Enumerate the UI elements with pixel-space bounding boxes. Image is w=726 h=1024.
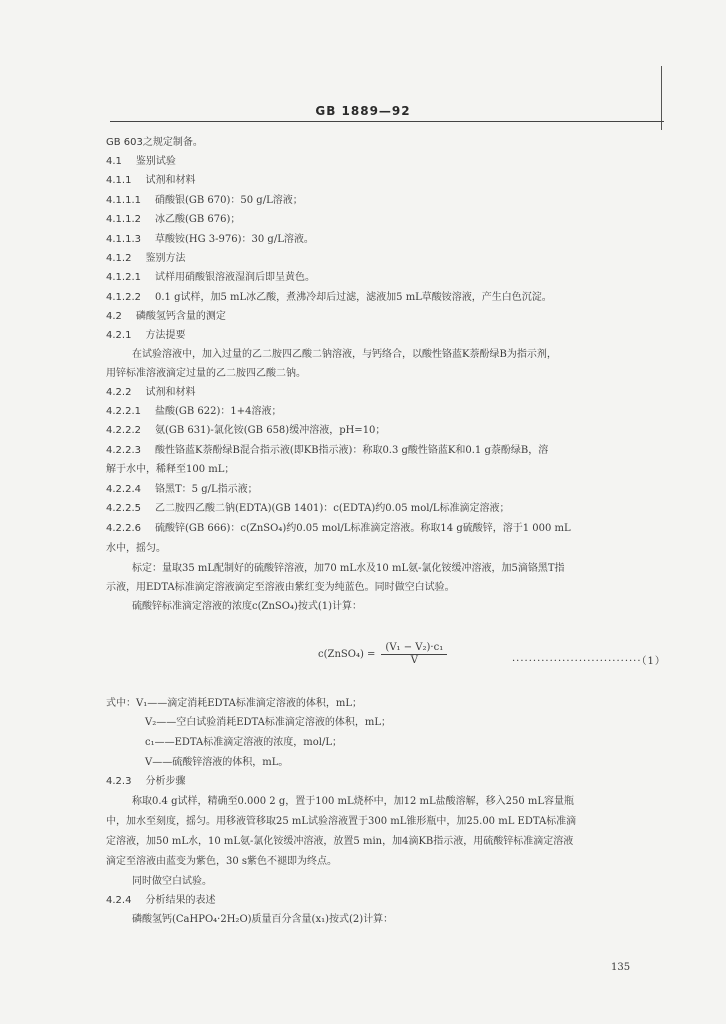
text-line: 4.2.2.2 氨(GB 631)-氯化铵(GB 658)缓冲溶液，pH=10； [106,425,386,436]
text-line: 硫酸锌标准滴定溶液的浓度c(ZnSO₄)按式(1)计算： [132,601,363,612]
text-line: 滴定至溶液由蓝变为紫色，30 s紫色不褪即为终点。 [106,856,338,867]
text-line: V——硫酸锌溶液的体积，mL。 [145,757,289,768]
text-line: GB 603之规定制备。 [106,137,203,148]
text-line: 同时做空白试验。 [132,876,212,887]
text-line: 4.2.2.5 乙二胺四乙酸二钠(EDTA)(GB 1401)：c(EDTA)约0.05 mol/L标准滴定溶液； [106,503,510,514]
text-line: c₁——EDTA标准滴定溶液的浓度，mol/L； [145,737,342,748]
section-heading: 4.2.2 试剂和材料 [106,387,196,398]
text-line: 用锌标准溶液滴定过量的乙二胺四乙酸二钠。 [106,368,306,379]
section-heading: 4.2.4 分析结果的表述 [106,895,216,906]
section-heading: 4.1 鉴别试验 [106,156,176,167]
text-line: 4.1.1.1 硝酸银(GB 670)：50 g/L溶液； [106,195,303,206]
section-heading: 4.1.1 试剂和材料 [106,175,196,186]
text-line: 解于水中，稀释至100 mL； [106,464,235,475]
text-line: 式中：V₁——滴定消耗EDTA标准滴定溶液的体积，mL； [106,698,363,709]
text-line: V₂——空白试验消耗EDTA标准滴定溶液的体积，mL； [145,717,392,728]
text-line: 在试验溶液中，加入过量的乙二胺四乙酸二钠溶液，与钙络合，以酸性铬蓝K萘酚绿B为指示剂， [132,349,557,360]
section-heading: 4.1.2 鉴别方法 [106,253,186,264]
text-line: 4.2.2.4 铬黑T：5 g/L指示液； [106,484,258,495]
text-line: 标定：量取35 mL配制好的硫酸锌溶液，加70 mL水及10 mL氨-氯化铵缓冲溶液，加5滴铬黑T指 [132,563,565,574]
formula-numerator: (V₁ − V₂)·c₁ [381,642,447,655]
text-line: 4.1.1.3 草酸铵(HG 3-976)：30 g/L溶液。 [106,234,314,245]
text-line: 水中，摇匀。 [106,543,166,554]
header-rule [110,121,664,122]
text-line: 4.1.2.1 试样用硝酸银溶液湿润后即呈黄色。 [106,272,315,283]
text-line: 中，加水至刻度，摇匀。用移液管移取25 mL试验溶液置于300 mL锥形瓶中，加25.00 mL EDTA标准滴 [106,816,577,827]
text-line: 称取0.4 g试样，精确至0.000 2 g，置于100 mL烧杯中，加12 mL盐酸溶解，移入250 mL容量瓶 [132,796,575,807]
text-line: 4.2.2.6 硫酸锌(GB 666)：c(ZnSO₄)约0.05 mol/L标准滴定溶液。称取14 g硫酸锌，溶于1 000 mL [106,523,571,534]
text-line: 示液，用EDTA标准滴定溶液滴定至溶液由紫红变为纯蓝色。同时做空白试验。 [106,582,455,593]
formula-lhs: c(ZnSO₄) = [318,649,376,660]
formula-label: ·······························（1） [512,656,666,667]
formula-denominator: V [410,655,418,666]
text-line: 4.1.2.2 0.1 g试样，加5 mL冰乙酸，煮沸冷却后过滤，滤液加5 mL草酸铵溶液，产生白色沉淀。 [106,292,552,303]
text-line: 4.2.2.1 盐酸(GB 622)：1+4溶液； [106,406,282,417]
page-number: 135 [611,962,631,973]
standard-code-header: GB 1889—92 [315,104,411,118]
text-line: 4.1.1.2 冰乙酸(GB 676)； [106,214,241,225]
section-heading: 4.2.1 方法提要 [106,330,186,341]
section-heading: 4.2 磷酸氢钙含量的测定 [106,311,226,322]
text-line: 4.2.2.3 酸性铬蓝K萘酚绿B混合指示液(即KB指示液)：称取0.3 g酸性铬蓝K和0.1 g萘酚绿B，溶 [106,445,549,456]
formula-1 [318,642,447,667]
text-line: 定溶液，加50 mL水，10 mL氨-氯化铵缓冲溶液，放置5 min，加4滴KB指示液，用硫酸锌标准滴定溶液 [106,836,574,847]
text-line: 磷酸氢钙(CaHPO₄·2H₂O)质量百分含量(x₁)按式(2)计算： [132,914,394,925]
formula-fraction [381,642,447,667]
section-heading: 4.2.3 分析步骤 [106,776,186,787]
